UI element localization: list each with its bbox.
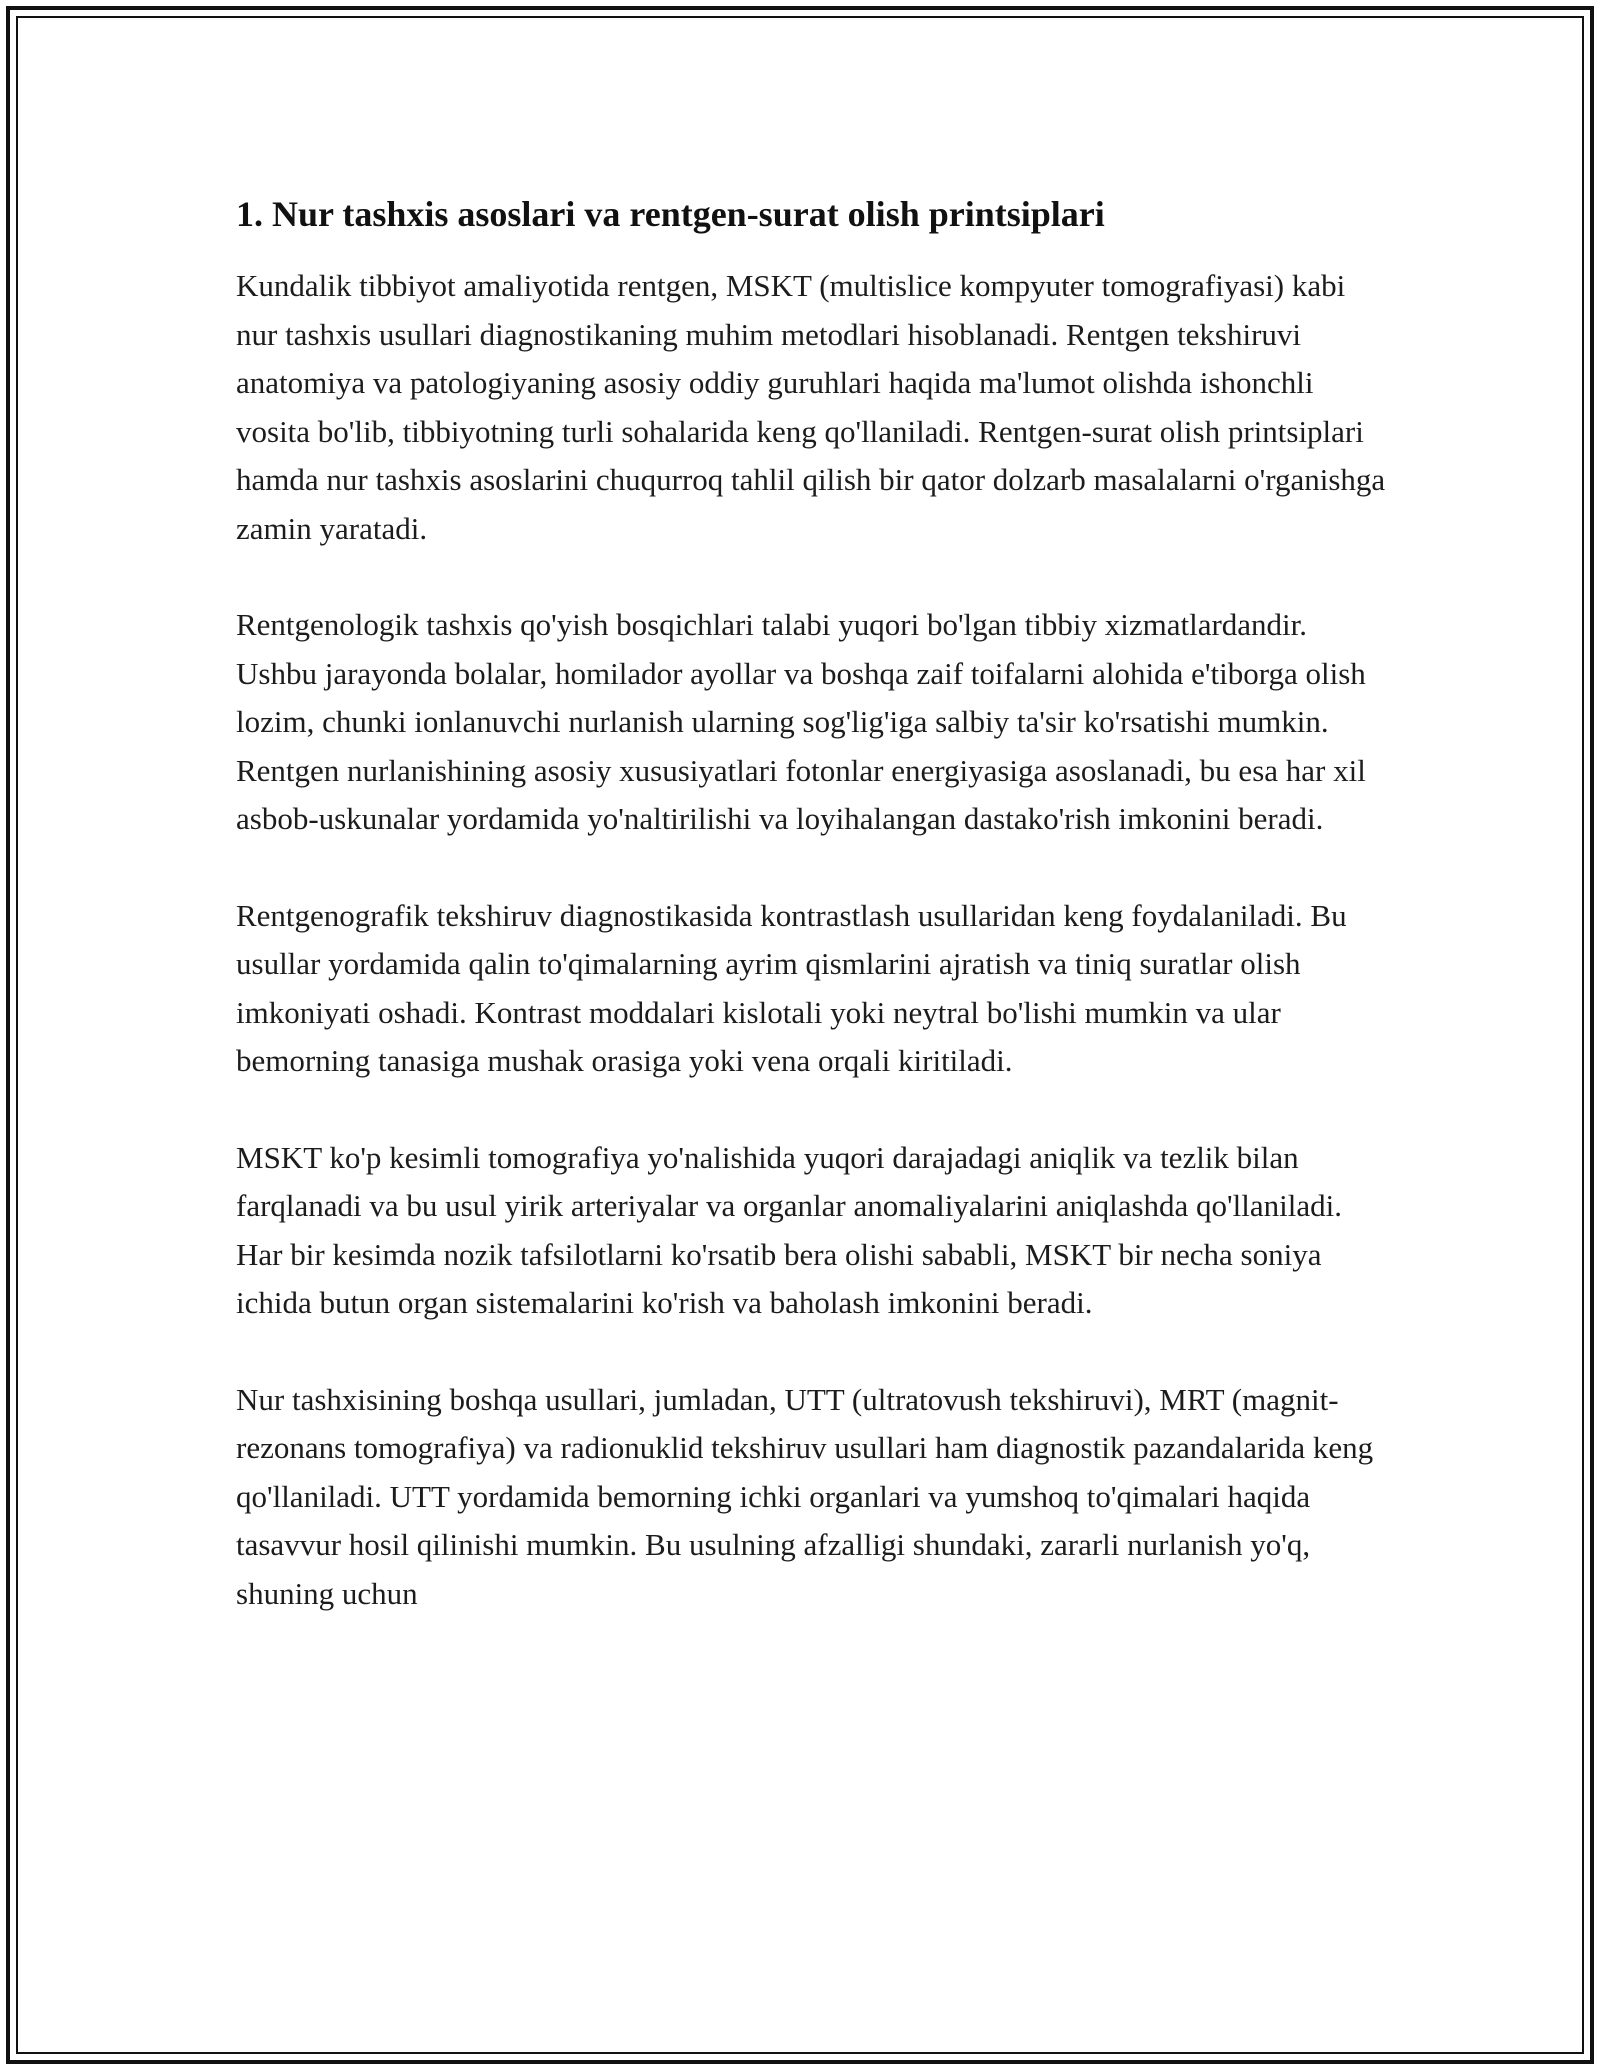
- section-heading: 1. Nur tashxis asoslari va rentgen-surat olish printsiplari: [236, 194, 1105, 234]
- paragraph-2: Rentgenologik tashxis qo'yish bosqichlari talabi yuqori bo'lgan tibbiy xizmatlardandir. Ushbu jarayonda bolalar, homilador ayollar va boshqa zaif toifalarni alohida e'tiborga olish lozim, chunki ionlanuvchi nurlanish ularning sog'lig'iga salbiy ta'sir ko'rsatishi mumkin. Rentgen nurlanishining asosiy xususiyatlari fotonlar energiyasiga asoslanadi, bu esa har xil asbob-uskunalar yordamida yo'naltirilishi va loyihalangan dastako'rish imkonini beradi.: [236, 607, 1366, 836]
- paragraph-3: Rentgenografik tekshiruv diagnostikasida kontrastlash usullaridan keng foydalaniladi. Bu usullar yordamida qalin to'qimalarning ayrim qismlarini ajratish va tiniq suratlar olish imkoniyati oshadi. Kontrast moddalari kislotali yoki neytral bo'lishi mumkin va ular bemorning tanasiga mushak orasiga yoki vena orqali kiritiladi.: [236, 897, 1347, 1078]
- document-body: [236, 188, 1386, 1666]
- paragraph-5: Nur tashxisining boshqa usullari, jumladan, UTT (ultratovush tekshiruvi), MRT (magnit-rezonans tomografiya) va radionuklid tekshiruv usullari ham diagnostik pazandalarida keng qo'llaniladi. UTT yordamida bemorning ichki organlari va yumshoq to'qimalari haqida tasavvur hosil qilinishi mumkin. Bu usulning afzalligi shundaki, zararli nurlanish yo'q, shuning uchun: [236, 1381, 1374, 1611]
- paragraph-1: Kundalik tibbiyot amaliyotida rentgen, MSKT (multislice kompyuter tomografiyasi) kabi nur tashxis usullari diagnostikaning muhim metodlari hisoblanadi. Rentgen tekshiruvi anatomiya va patologiyaning asosiy oddiy guruhlari haqida ma'lumot olishda ishonchli vosita bo'lib, tibbiyotning turli sohalarida keng qo'llaniladi. Rentgen-surat olish printsiplari hamda nur tashxis asoslarini chuqurroq tahlil qilish bir qator dolzarb masalalarni o'rganishga zamin yaratadi.: [236, 268, 1386, 546]
- paragraph-4: MSKT ko'p kesimli tomografiya yo'nalishida yuqori darajadagi aniqlik va tezlik bilan farqlanadi va bu usul yirik arteriyalar va organlar anomaliyalarini aniqlashda qo'llaniladi. Har bir kesimda nozik tafsilotlarni ko'rsatib bera olishi sababli, MSKT bir necha soniya ichida butun organ sistemalarini ko'rish va baholash imkonini beradi.: [236, 1139, 1342, 1320]
